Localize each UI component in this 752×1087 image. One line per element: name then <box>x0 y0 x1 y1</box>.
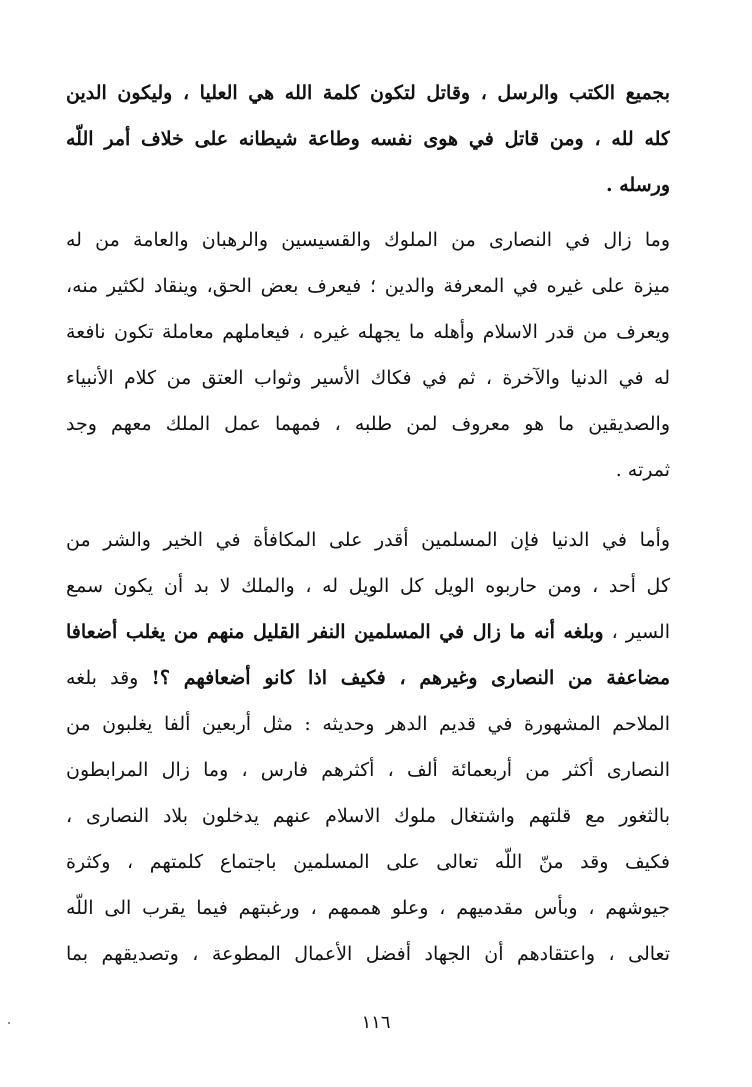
paragraph-1 <box>66 70 670 208</box>
text-line: كله لله ، ومن قاتل في هوى نفسه وطاعة شيطانه على خلاف أمر اللّه <box>66 128 670 150</box>
text-segment-bold: مضاعفة من النصارى وغيرهم ، فكيف اذا كانو أضعافهم ؟! <box>151 667 670 689</box>
text-line: ويعرف من قدر الاسلام وأهله ما يجهله غيره ، فيعاملهم معاملة تكون نافعة <box>66 321 670 343</box>
text-line: بالثغور مع قلتهم واشتغال ملوك الاسلام عنهم يدخلون بلاد النصارى ، <box>66 805 670 827</box>
text-line: جيوشهم ، وبأس مقدميهم ، وعلو هممهم ، ورغبتهم فيما يقرب الى اللّه <box>66 897 670 919</box>
text-segment-bold: وبلغه أنه ما زال في المسلمين النفر القليل منهم من يغلب أضعافا <box>66 621 604 643</box>
text-line: كل أحد ، ومن حاربوه الويل كل الويل له ، والملك لا بد أن يكون سمع <box>66 575 670 597</box>
paragraph-2 <box>66 217 670 493</box>
text-line: النصارى أكثر من أربعمائة ألف ، أكثرهم فارس ، وما زال المرابطون <box>66 759 670 781</box>
text-line: وما زال في النصارى من الملوك والقسيسين والرهبان والعامة من له <box>66 229 670 251</box>
paragraph-3 <box>66 517 670 977</box>
text-line: فكيف وقد منّ اللّه تعالى على المسلمين باجتماع كلمتهم ، وكثرة <box>66 851 670 873</box>
text-line: وأما في الدنيا فإن المسلمين أقدر على المكافأة في الخير والشر من <box>66 529 670 551</box>
text-line: ميزة على غيره في المعرفة والدين ؛ فيعرف بعض الحق، وينقاد لكثير منه، <box>66 275 670 297</box>
text-line: والصديقين ما هو معروف لمن طلبه ، فمهما عمل الملك معهم وجد <box>66 413 670 435</box>
text-segment: وقد بلغه <box>66 667 152 689</box>
text-segment: السير ، <box>603 621 670 643</box>
text-line <box>66 609 670 655</box>
scan-edge-mark <box>8 1022 10 1024</box>
text-line: ثمرته . <box>615 459 670 481</box>
text-line: له في الدنيا والآخرة ، ثم في فكاك الأسير وثواب العتق من كلام الأنبياء <box>66 367 670 389</box>
text-line: الملاحم المشهورة في قديم الدهر وحديثه : مثل أربعين ألفا يغلبون من <box>66 713 670 735</box>
text-line: بجميع الكتب والرسل ، وقاتل لتكون كلمة الله هي العليا ، وليكون الدين <box>66 82 670 104</box>
text-line <box>66 655 670 701</box>
page-number: ١١٦ <box>361 1012 391 1033</box>
text-line: تعالى ، واعتقادهم أن الجهاد أفضل الأعمال المطوعة ، وتصديقهم بما <box>66 943 670 965</box>
text-line: ورسله . <box>606 174 670 196</box>
